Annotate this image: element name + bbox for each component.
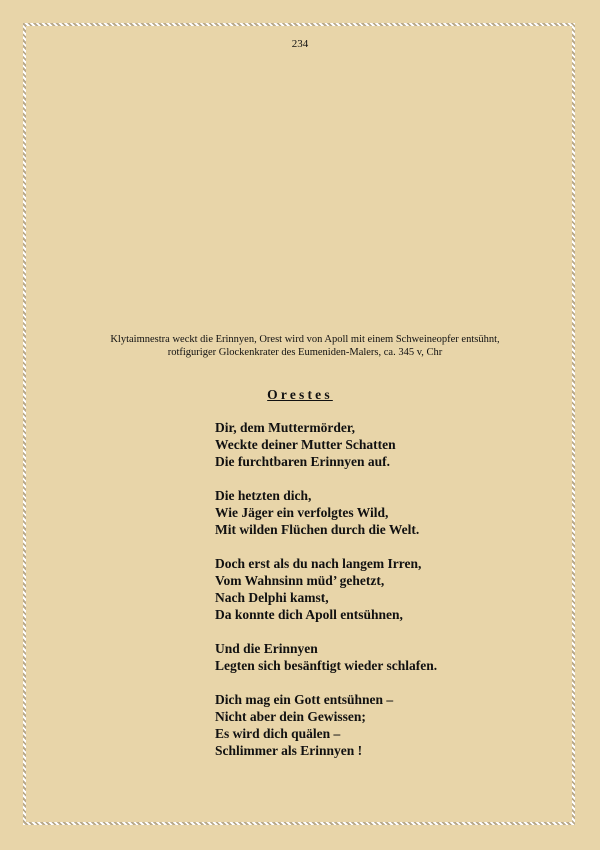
poem-line: Es wird dich quälen – [215, 726, 341, 741]
poem-line: Wie Jäger ein verfolgtes Wild, [215, 505, 389, 520]
poem-line: Die furchtbaren Erinnyen auf. [215, 454, 391, 469]
poem-line: Nicht aber dein Gewissen; [215, 709, 366, 724]
poem-line: Da konnte dich Apoll entsühnen, [215, 607, 403, 622]
poem-line: Und die Erinnyen [215, 641, 318, 656]
poem-line: Dich mag ein Gott entsühnen – [215, 692, 394, 707]
poem-line: Dir, dem Muttermörder, [215, 420, 355, 435]
poem-line: Weckte deiner Mutter Schatten [215, 437, 396, 452]
page-number: 234 [291, 38, 309, 50]
poem-line: Doch erst als du nach langem Irren, [215, 556, 422, 571]
poem-line: Die hetzten dich, [215, 488, 312, 503]
poem-line: Legten sich besänftigt wieder schlafen. [215, 658, 438, 673]
stanza [215, 419, 555, 470]
stanza [215, 555, 555, 623]
image-caption [40, 333, 570, 359]
stanza [215, 691, 555, 759]
caption-line: rotfiguriger Glockenkrater des Eumeniden-Malers, ca. 345 v, Chr [167, 347, 443, 358]
poem-line: Schlimmer als Erinnyen ! [215, 743, 363, 758]
poem-line: Mit wilden Flüchen durch die Welt. [215, 522, 420, 537]
poem-line: Nach Delphi kamst, [215, 590, 329, 605]
poem-title: Orestes [267, 387, 333, 402]
caption-line: Klytaimnestra weckt die Erinnyen, Orest wird von Apoll mit einem Schweineopfer entsühnt, [110, 334, 500, 345]
poem-line: Vom Wahnsinn müd’ gehetzt, [215, 573, 385, 588]
stanza [215, 487, 555, 538]
poem-body [215, 419, 555, 776]
stanza [215, 640, 555, 674]
